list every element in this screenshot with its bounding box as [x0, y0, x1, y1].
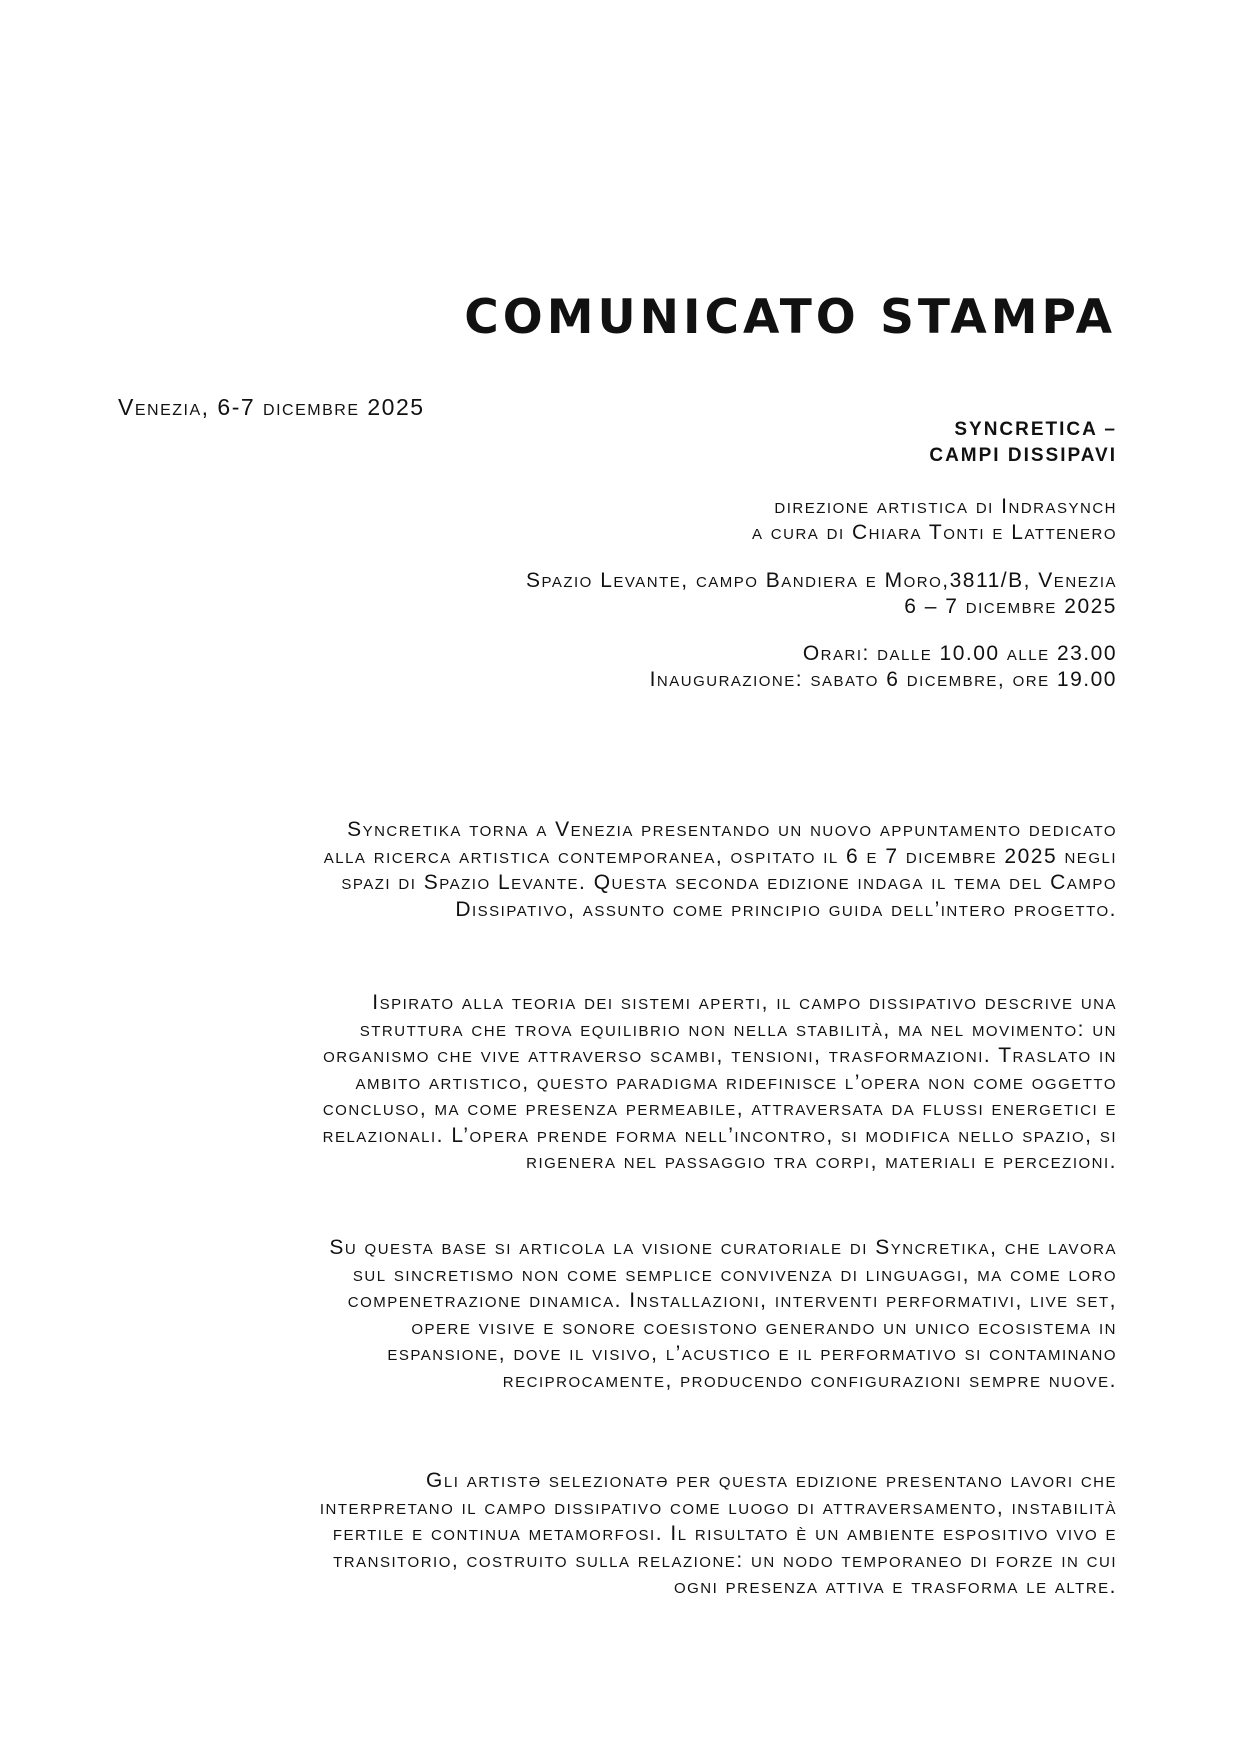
- paragraph-curatorial: [134, 1235, 1117, 1394]
- paragraph-line: Dissipativo, assunto come principio guida dell’intero progetto.: [455, 897, 1117, 921]
- paragraph-line: fertile e continua metamorfosi. Il risultato è un ambiente espositivo vivo e: [332, 1522, 1117, 1545]
- paragraph-line: ambito artistico, questo paradigma ridefinisce l’opera non come oggetto: [355, 1070, 1117, 1094]
- paragraph-line: transitorio, costruito sulla relazione: un nodo temporaneo di forze in cui: [333, 1548, 1117, 1572]
- paragraph-line: Syncretika torna a Venezia presentando un nuovo appuntamento dedicato: [347, 818, 1117, 841]
- paragraph-line: Ispirato alla teoria dei sistemi aperti, il campo dissipativo descrive una: [372, 991, 1117, 1014]
- paragraph-line: interpretano il campo dissipativo come luogo di attraversamento, instabilità: [319, 1495, 1117, 1519]
- paragraph-artists: [134, 1468, 1117, 1601]
- paragraph-line: ogni presenza attiva e trasforma le altre.: [673, 1575, 1117, 1598]
- paragraph-line: sul sincretismo non come semplice convivenza di linguaggi, ma come loro: [352, 1262, 1117, 1286]
- event-hours-block: [650, 641, 1117, 693]
- paragraph-line: spazi di Spazio Levante. Questa seconda edizione indaga il tema del Campo: [341, 871, 1117, 894]
- page-title: COMUNICATO STAMPA: [464, 290, 1116, 345]
- paragraph-line: espansione, dove il visivo, l’acustico e il performativo si contaminano: [387, 1342, 1117, 1365]
- paragraph-line: organismo che vive attraverso scambi, tensioni, trasformazioni. Traslato in: [323, 1044, 1117, 1067]
- paragraph-line: concluso, ma come presenza permeabile, attraversata da flussi energetici e: [322, 1097, 1117, 1120]
- paragraph-line: reciprocamente, producendo configurazioni sempre nuove.: [502, 1368, 1117, 1392]
- event-dates: 6 – 7 dicembre 2025: [904, 595, 1117, 618]
- event-heading: [929, 417, 1117, 469]
- paragraph-theory: [134, 990, 1117, 1176]
- paragraph-line: opere visive e sonore coesistono generando un unico ecosistema in: [411, 1315, 1117, 1339]
- venue-address: Spazio Levante, campo Bandiera e Moro,3811/B, Venezia: [525, 569, 1117, 592]
- paragraph-line: Su questa base si articola la visione curatoriale di Syncretika, che lavora: [329, 1236, 1117, 1259]
- event-credits: [752, 494, 1117, 546]
- paragraph-line: rigenera nel passaggio tra corpi, materiali e percezioni.: [526, 1150, 1117, 1173]
- paragraph-line: struttura che trova equilibrio non nella stabilità, ma nel movimento: un: [359, 1017, 1117, 1041]
- event-venue-block: [526, 568, 1117, 620]
- event-name-line-2: CAMPI DISSIPAVI: [929, 445, 1117, 466]
- paragraph-line: Gli artistə selezionatə per questa edizione presentano lavori che: [426, 1469, 1117, 1492]
- paragraph-line: alla ricerca artistica contemporanea, ospitato il 6 e 7 dicembre 2025 negli: [323, 844, 1117, 868]
- paragraph-line: relazionali. L’opera prende forma nell’incontro, si modifica nello spazio, si: [322, 1123, 1117, 1147]
- paragraph-line: compenetrazione dinamica. Installazioni, interventi performativi, live set,: [347, 1289, 1117, 1312]
- curators: a cura di Chiara Tonti e Lattenero: [751, 521, 1117, 544]
- paragraph-intro: [134, 817, 1117, 923]
- artistic-direction: direzione artistica di Indrasynch: [774, 495, 1117, 518]
- inauguration: Inaugurazione: sabato 6 dicembre, ore 19.00: [649, 668, 1117, 691]
- opening-hours: Orari: dalle 10.00 alle 23.00: [802, 642, 1117, 665]
- event-name-line-1: SYNCRETICA –: [954, 419, 1117, 440]
- dateline: Venezia, 6-7 dicembre 2025: [118, 394, 425, 420]
